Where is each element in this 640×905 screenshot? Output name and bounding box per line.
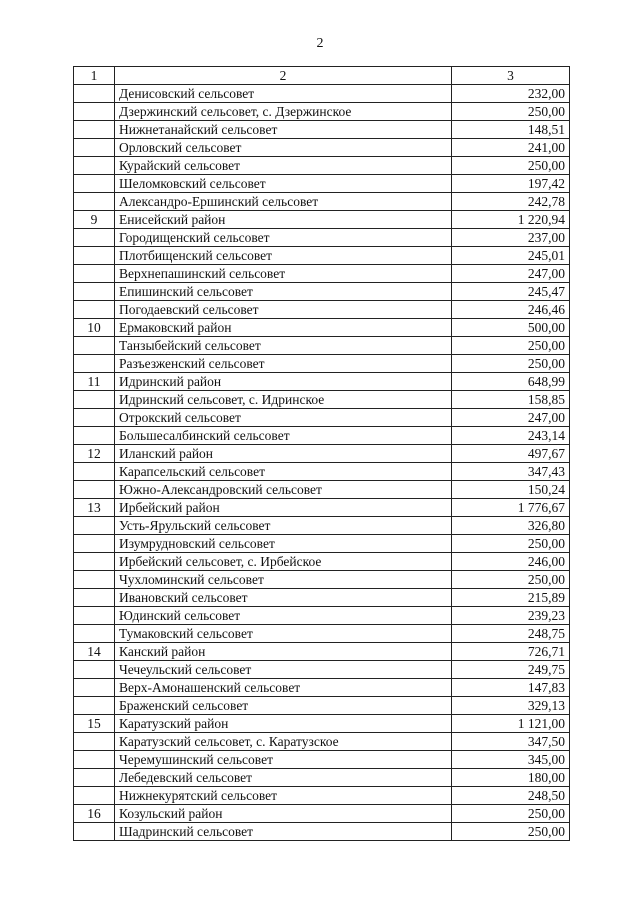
row-name: Черемушинский сельсовет — [115, 751, 452, 769]
column-header-value: 3 — [452, 67, 570, 85]
table-row — [74, 373, 570, 391]
row-number — [74, 337, 115, 355]
row-value: 329,13 — [452, 697, 570, 715]
row-value: 180,00 — [452, 769, 570, 787]
row-number — [74, 697, 115, 715]
table-header-row — [74, 67, 570, 85]
row-name: Ирбейский район — [115, 499, 452, 517]
row-name: Шеломковский сельсовет — [115, 175, 452, 193]
row-name: Каратузский сельсовет, с. Каратузское — [115, 733, 452, 751]
row-number — [74, 769, 115, 787]
row-number — [74, 355, 115, 373]
row-number — [74, 175, 115, 193]
row-value: 239,23 — [452, 607, 570, 625]
row-name: Ивановский сельсовет — [115, 589, 452, 607]
table-row — [74, 751, 570, 769]
row-name: Лебедевский сельсовет — [115, 769, 452, 787]
row-number — [74, 157, 115, 175]
row-number: 14 — [74, 643, 115, 661]
row-name: Разъезженский сельсовет — [115, 355, 452, 373]
row-name: Южно-Александровский сельсовет — [115, 481, 452, 499]
row-value: 250,00 — [452, 337, 570, 355]
row-value: 250,00 — [452, 571, 570, 589]
row-number — [74, 535, 115, 553]
table-row — [74, 139, 570, 157]
row-value: 232,00 — [452, 85, 570, 103]
row-name: Усть-Ярульский сельсовет — [115, 517, 452, 535]
row-name: Идринский сельсовет, с. Идринское — [115, 391, 452, 409]
page-number: 2 — [316, 36, 324, 51]
row-number — [74, 787, 115, 805]
row-value: 250,00 — [452, 823, 570, 841]
row-number: 16 — [74, 805, 115, 823]
table-row — [74, 211, 570, 229]
row-name: Епишинский сельсовет — [115, 283, 452, 301]
row-number — [74, 409, 115, 427]
row-number: 11 — [74, 373, 115, 391]
row-value: 246,00 — [452, 553, 570, 571]
row-name: Чухломинский сельсовет — [115, 571, 452, 589]
row-name: Ирбейский сельсовет, с. Ирбейское — [115, 553, 452, 571]
row-value: 197,42 — [452, 175, 570, 193]
row-name: Тумаковский сельсовет — [115, 625, 452, 643]
table-row — [74, 589, 570, 607]
row-number — [74, 553, 115, 571]
table-row — [74, 571, 570, 589]
row-number — [74, 139, 115, 157]
table-row — [74, 535, 570, 553]
table-row — [74, 733, 570, 751]
table-row — [74, 391, 570, 409]
table-row — [74, 463, 570, 481]
allocation-table — [73, 66, 570, 841]
table-row — [74, 625, 570, 643]
table-row — [74, 355, 570, 373]
table-row — [74, 157, 570, 175]
row-name: Иланский район — [115, 445, 452, 463]
row-value: 250,00 — [452, 535, 570, 553]
row-name: Каратузский район — [115, 715, 452, 733]
row-number — [74, 571, 115, 589]
row-value: 250,00 — [452, 805, 570, 823]
row-number: 10 — [74, 319, 115, 337]
row-number — [74, 121, 115, 139]
row-number — [74, 661, 115, 679]
row-number — [74, 823, 115, 841]
row-value: 150,24 — [452, 481, 570, 499]
row-value: 247,00 — [452, 409, 570, 427]
row-value: 648,99 — [452, 373, 570, 391]
row-name: Отрокский сельсовет — [115, 409, 452, 427]
row-name: Енисейский район — [115, 211, 452, 229]
row-name: Браженский сельсовет — [115, 697, 452, 715]
row-number: 12 — [74, 445, 115, 463]
row-name: Чечеульский сельсовет — [115, 661, 452, 679]
row-name: Орловский сельсовет — [115, 139, 452, 157]
row-name: Верх-Амонашенский сельсовет — [115, 679, 452, 697]
row-name: Курайский сельсовет — [115, 157, 452, 175]
table-body — [74, 85, 570, 841]
table-row — [74, 301, 570, 319]
row-name: Танзыбейский сельсовет — [115, 337, 452, 355]
row-value: 158,85 — [452, 391, 570, 409]
table-row — [74, 445, 570, 463]
row-name: Козульский район — [115, 805, 452, 823]
table-row — [74, 427, 570, 445]
row-number — [74, 733, 115, 751]
row-name: Ермаковский район — [115, 319, 452, 337]
row-value: 246,46 — [452, 301, 570, 319]
table-row — [74, 607, 570, 625]
row-number — [74, 265, 115, 283]
row-number — [74, 229, 115, 247]
table-row — [74, 319, 570, 337]
row-value: 1 776,67 — [452, 499, 570, 517]
row-number — [74, 193, 115, 211]
table-row — [74, 265, 570, 283]
row-value: 248,50 — [452, 787, 570, 805]
column-header-name: 2 — [115, 67, 452, 85]
row-number — [74, 301, 115, 319]
row-value: 241,00 — [452, 139, 570, 157]
table-row — [74, 85, 570, 103]
table-row — [74, 103, 570, 121]
row-value: 249,75 — [452, 661, 570, 679]
row-name: Идринский район — [115, 373, 452, 391]
row-number — [74, 481, 115, 499]
row-value: 500,00 — [452, 319, 570, 337]
row-name: Карапсельский сельсовет — [115, 463, 452, 481]
row-value: 345,00 — [452, 751, 570, 769]
row-name: Большесалбинский сельсовет — [115, 427, 452, 445]
row-value: 250,00 — [452, 157, 570, 175]
row-number — [74, 85, 115, 103]
row-number — [74, 391, 115, 409]
row-value: 247,00 — [452, 265, 570, 283]
row-name: Верхнепашинский сельсовет — [115, 265, 452, 283]
table-row — [74, 337, 570, 355]
row-number — [74, 625, 115, 643]
row-value: 497,67 — [452, 445, 570, 463]
row-number — [74, 283, 115, 301]
row-number — [74, 589, 115, 607]
row-value: 726,71 — [452, 643, 570, 661]
row-value: 242,78 — [452, 193, 570, 211]
row-value: 243,14 — [452, 427, 570, 445]
row-value: 148,51 — [452, 121, 570, 139]
row-value: 248,75 — [452, 625, 570, 643]
row-number — [74, 517, 115, 535]
table-row — [74, 229, 570, 247]
table-row — [74, 499, 570, 517]
row-value: 347,50 — [452, 733, 570, 751]
column-header-number: 1 — [74, 67, 115, 85]
row-name: Погодаевский сельсовет — [115, 301, 452, 319]
row-number — [74, 247, 115, 265]
table-row — [74, 121, 570, 139]
table-row — [74, 283, 570, 301]
row-value: 215,89 — [452, 589, 570, 607]
row-name: Нижнетанайский сельсовет — [115, 121, 452, 139]
row-name: Городищенский сельсовет — [115, 229, 452, 247]
table-row — [74, 517, 570, 535]
row-name: Денисовский сельсовет — [115, 85, 452, 103]
row-value: 347,43 — [452, 463, 570, 481]
row-name: Плотбищенский сельсовет — [115, 247, 452, 265]
row-name: Юдинский сельсовет — [115, 607, 452, 625]
table-row — [74, 679, 570, 697]
table-row — [74, 661, 570, 679]
row-number — [74, 427, 115, 445]
table-row — [74, 787, 570, 805]
row-number: 13 — [74, 499, 115, 517]
table-row — [74, 769, 570, 787]
table-row — [74, 805, 570, 823]
row-value: 245,01 — [452, 247, 570, 265]
row-number: 9 — [74, 211, 115, 229]
table-row — [74, 715, 570, 733]
table-row — [74, 481, 570, 499]
row-number — [74, 103, 115, 121]
table-row — [74, 697, 570, 715]
table-row — [74, 409, 570, 427]
row-value: 237,00 — [452, 229, 570, 247]
row-number — [74, 463, 115, 481]
row-number — [74, 751, 115, 769]
table-row — [74, 175, 570, 193]
row-name: Нижнекурятский сельсовет — [115, 787, 452, 805]
row-number: 15 — [74, 715, 115, 733]
table-row — [74, 553, 570, 571]
row-name: Изумрудновский сельсовет — [115, 535, 452, 553]
row-value: 1 220,94 — [452, 211, 570, 229]
row-name: Шадринский сельсовет — [115, 823, 452, 841]
row-number — [74, 679, 115, 697]
row-value: 245,47 — [452, 283, 570, 301]
row-name: Александро-Ершинский сельсовет — [115, 193, 452, 211]
row-value: 147,83 — [452, 679, 570, 697]
table-row — [74, 823, 570, 841]
row-value: 326,80 — [452, 517, 570, 535]
table-row — [74, 643, 570, 661]
row-number — [74, 607, 115, 625]
table-row — [74, 247, 570, 265]
row-name: Дзержинский сельсовет, с. Дзержинское — [115, 103, 452, 121]
row-name: Канский район — [115, 643, 452, 661]
table-row — [74, 193, 570, 211]
row-value: 1 121,00 — [452, 715, 570, 733]
row-value: 250,00 — [452, 355, 570, 373]
row-value: 250,00 — [452, 103, 570, 121]
